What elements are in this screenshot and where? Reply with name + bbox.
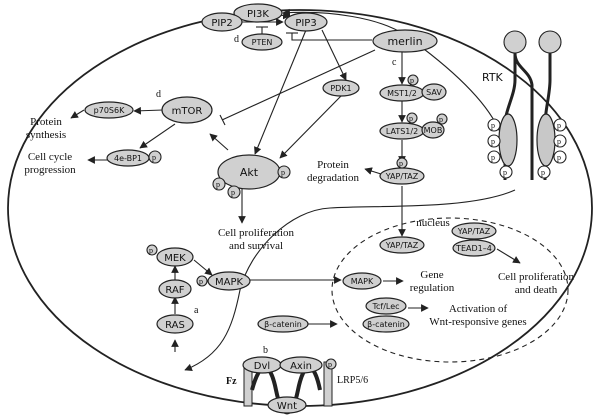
node-bcat-nuc	[363, 316, 409, 332]
svg-text:YAP/TAZ: YAP/TAZ	[457, 227, 491, 236]
cell-cycle-label-1: Cell cycle	[27, 151, 73, 163]
svg-text:p: p	[491, 153, 495, 162]
svg-text:p: p	[439, 115, 443, 124]
svg-text:Akt: Akt	[239, 166, 259, 179]
node-mek	[157, 248, 193, 266]
svg-text:p: p	[231, 188, 235, 197]
node-axin	[280, 357, 322, 373]
svg-text:YAP/TAZ: YAP/TAZ	[385, 172, 419, 181]
marker-d-pten: d	[234, 34, 239, 45]
node-sav	[422, 84, 446, 100]
svg-text:p: p	[328, 360, 332, 369]
node-lats12	[380, 123, 424, 139]
svg-text:p: p	[409, 114, 413, 123]
marker-c: c	[392, 57, 397, 68]
svg-text:p: p	[491, 121, 495, 130]
svg-text:Axin: Axin	[290, 361, 312, 372]
cell-prolif-survival-label-2: and survival	[228, 240, 284, 252]
svg-text:p: p	[491, 137, 495, 146]
svg-text:PTEN: PTEN	[251, 38, 273, 47]
node-mapk	[208, 272, 250, 290]
protein-synthesis-label-2: synthesis	[25, 129, 67, 141]
svg-text:4e-BP1: 4e-BP1	[113, 154, 143, 163]
node-pdk1	[323, 80, 359, 96]
svg-text:p: p	[281, 168, 285, 177]
node-tead	[453, 240, 495, 256]
svg-text:p: p	[216, 180, 220, 189]
svg-text:merlin: merlin	[387, 35, 423, 48]
node-pip3	[285, 13, 327, 31]
svg-text:mTOR: mTOR	[171, 106, 203, 117]
svg-text:p: p	[199, 277, 203, 286]
node-yaptaz-cyto	[380, 168, 424, 184]
node-raf	[159, 280, 191, 298]
node-p70s6k	[85, 102, 133, 118]
node-dvl	[243, 357, 281, 373]
svg-text:p: p	[149, 246, 153, 255]
node-ras	[157, 315, 193, 333]
svg-text:MST1/2: MST1/2	[387, 89, 417, 98]
protein-degradation-label-2: degradation	[307, 172, 359, 184]
svg-text:p: p	[152, 153, 156, 162]
node-pten	[242, 34, 282, 50]
node-mst12	[380, 85, 424, 101]
svg-text:MAPK: MAPK	[350, 277, 374, 286]
protein-synthesis-label-1: Protein	[30, 116, 62, 128]
svg-text:p: p	[541, 168, 545, 177]
cell-prolif-death-label-2: and death	[514, 284, 558, 296]
svg-text:Dvl: Dvl	[253, 361, 271, 372]
svg-text:PIP3: PIP3	[295, 18, 317, 29]
node-tcf	[366, 298, 406, 314]
node-wnt	[268, 397, 306, 413]
protein-degradation-label-1: Protein	[317, 159, 349, 171]
marker-b: b	[263, 345, 268, 356]
svg-text:SAV: SAV	[426, 88, 442, 97]
svg-text:Tcf/Lec: Tcf/Lec	[372, 302, 400, 311]
node-mob	[422, 122, 444, 138]
svg-text:TEAD1–4: TEAD1–4	[456, 244, 492, 253]
rtk-label: RTK	[482, 71, 503, 84]
node-merlin	[373, 30, 437, 52]
cell-prolif-survival-label-1: Cell proliferation	[217, 227, 295, 239]
svg-text:RAF: RAF	[165, 285, 185, 296]
svg-text:p: p	[503, 168, 507, 177]
svg-text:MOB: MOB	[423, 126, 443, 135]
svg-text:p: p	[557, 137, 561, 146]
svg-text:PIP2: PIP2	[211, 18, 233, 29]
node-bcat-cyto	[258, 316, 308, 332]
marker-a: a	[194, 305, 199, 316]
node-yaptaz-nuc	[380, 237, 424, 253]
node-4ebp1	[107, 150, 149, 166]
svg-text:MAPK: MAPK	[214, 277, 244, 288]
svg-text:Wnt: Wnt	[276, 401, 298, 412]
nucleus-label: nucleus	[416, 217, 450, 229]
svg-text:LATS1/2: LATS1/2	[385, 127, 419, 136]
wnt-genes-label-2: Wnt-responsive genes	[429, 316, 527, 328]
gene-regulation-label-2: regulation	[409, 282, 455, 294]
svg-text:β-catenin: β-catenin	[264, 320, 302, 329]
fz-label: Fz	[226, 376, 237, 387]
marker-d-mtor: d	[156, 89, 161, 100]
cell-cycle-label-2: progression	[24, 164, 76, 176]
cell-prolif-death-label-1: Cell proliferation	[497, 271, 575, 283]
lrp-label: LRP5/6	[337, 375, 369, 386]
svg-text:p70S6K: p70S6K	[93, 106, 125, 115]
svg-text:RAS: RAS	[165, 320, 185, 331]
svg-text:MEK: MEK	[164, 253, 186, 264]
svg-text:p: p	[399, 159, 403, 168]
svg-text:p: p	[557, 121, 561, 130]
node-yaptaz-nuc2	[452, 223, 496, 239]
svg-text:PDK1: PDK1	[330, 84, 352, 93]
node-mtor	[162, 97, 212, 123]
node-akt	[218, 155, 280, 189]
gene-regulation-label-1: Gene	[420, 269, 444, 281]
svg-text:β-catenin: β-catenin	[367, 320, 405, 329]
svg-text:PI3K: PI3K	[247, 9, 269, 20]
cell-membrane	[8, 10, 592, 406]
node-mapk-nuc	[343, 273, 381, 289]
node-pip2	[202, 13, 242, 31]
svg-text:p: p	[410, 76, 414, 85]
wnt-genes-label-1: Activation of	[448, 303, 508, 315]
svg-text:YAP/TAZ: YAP/TAZ	[385, 241, 419, 250]
svg-text:p: p	[557, 153, 561, 162]
